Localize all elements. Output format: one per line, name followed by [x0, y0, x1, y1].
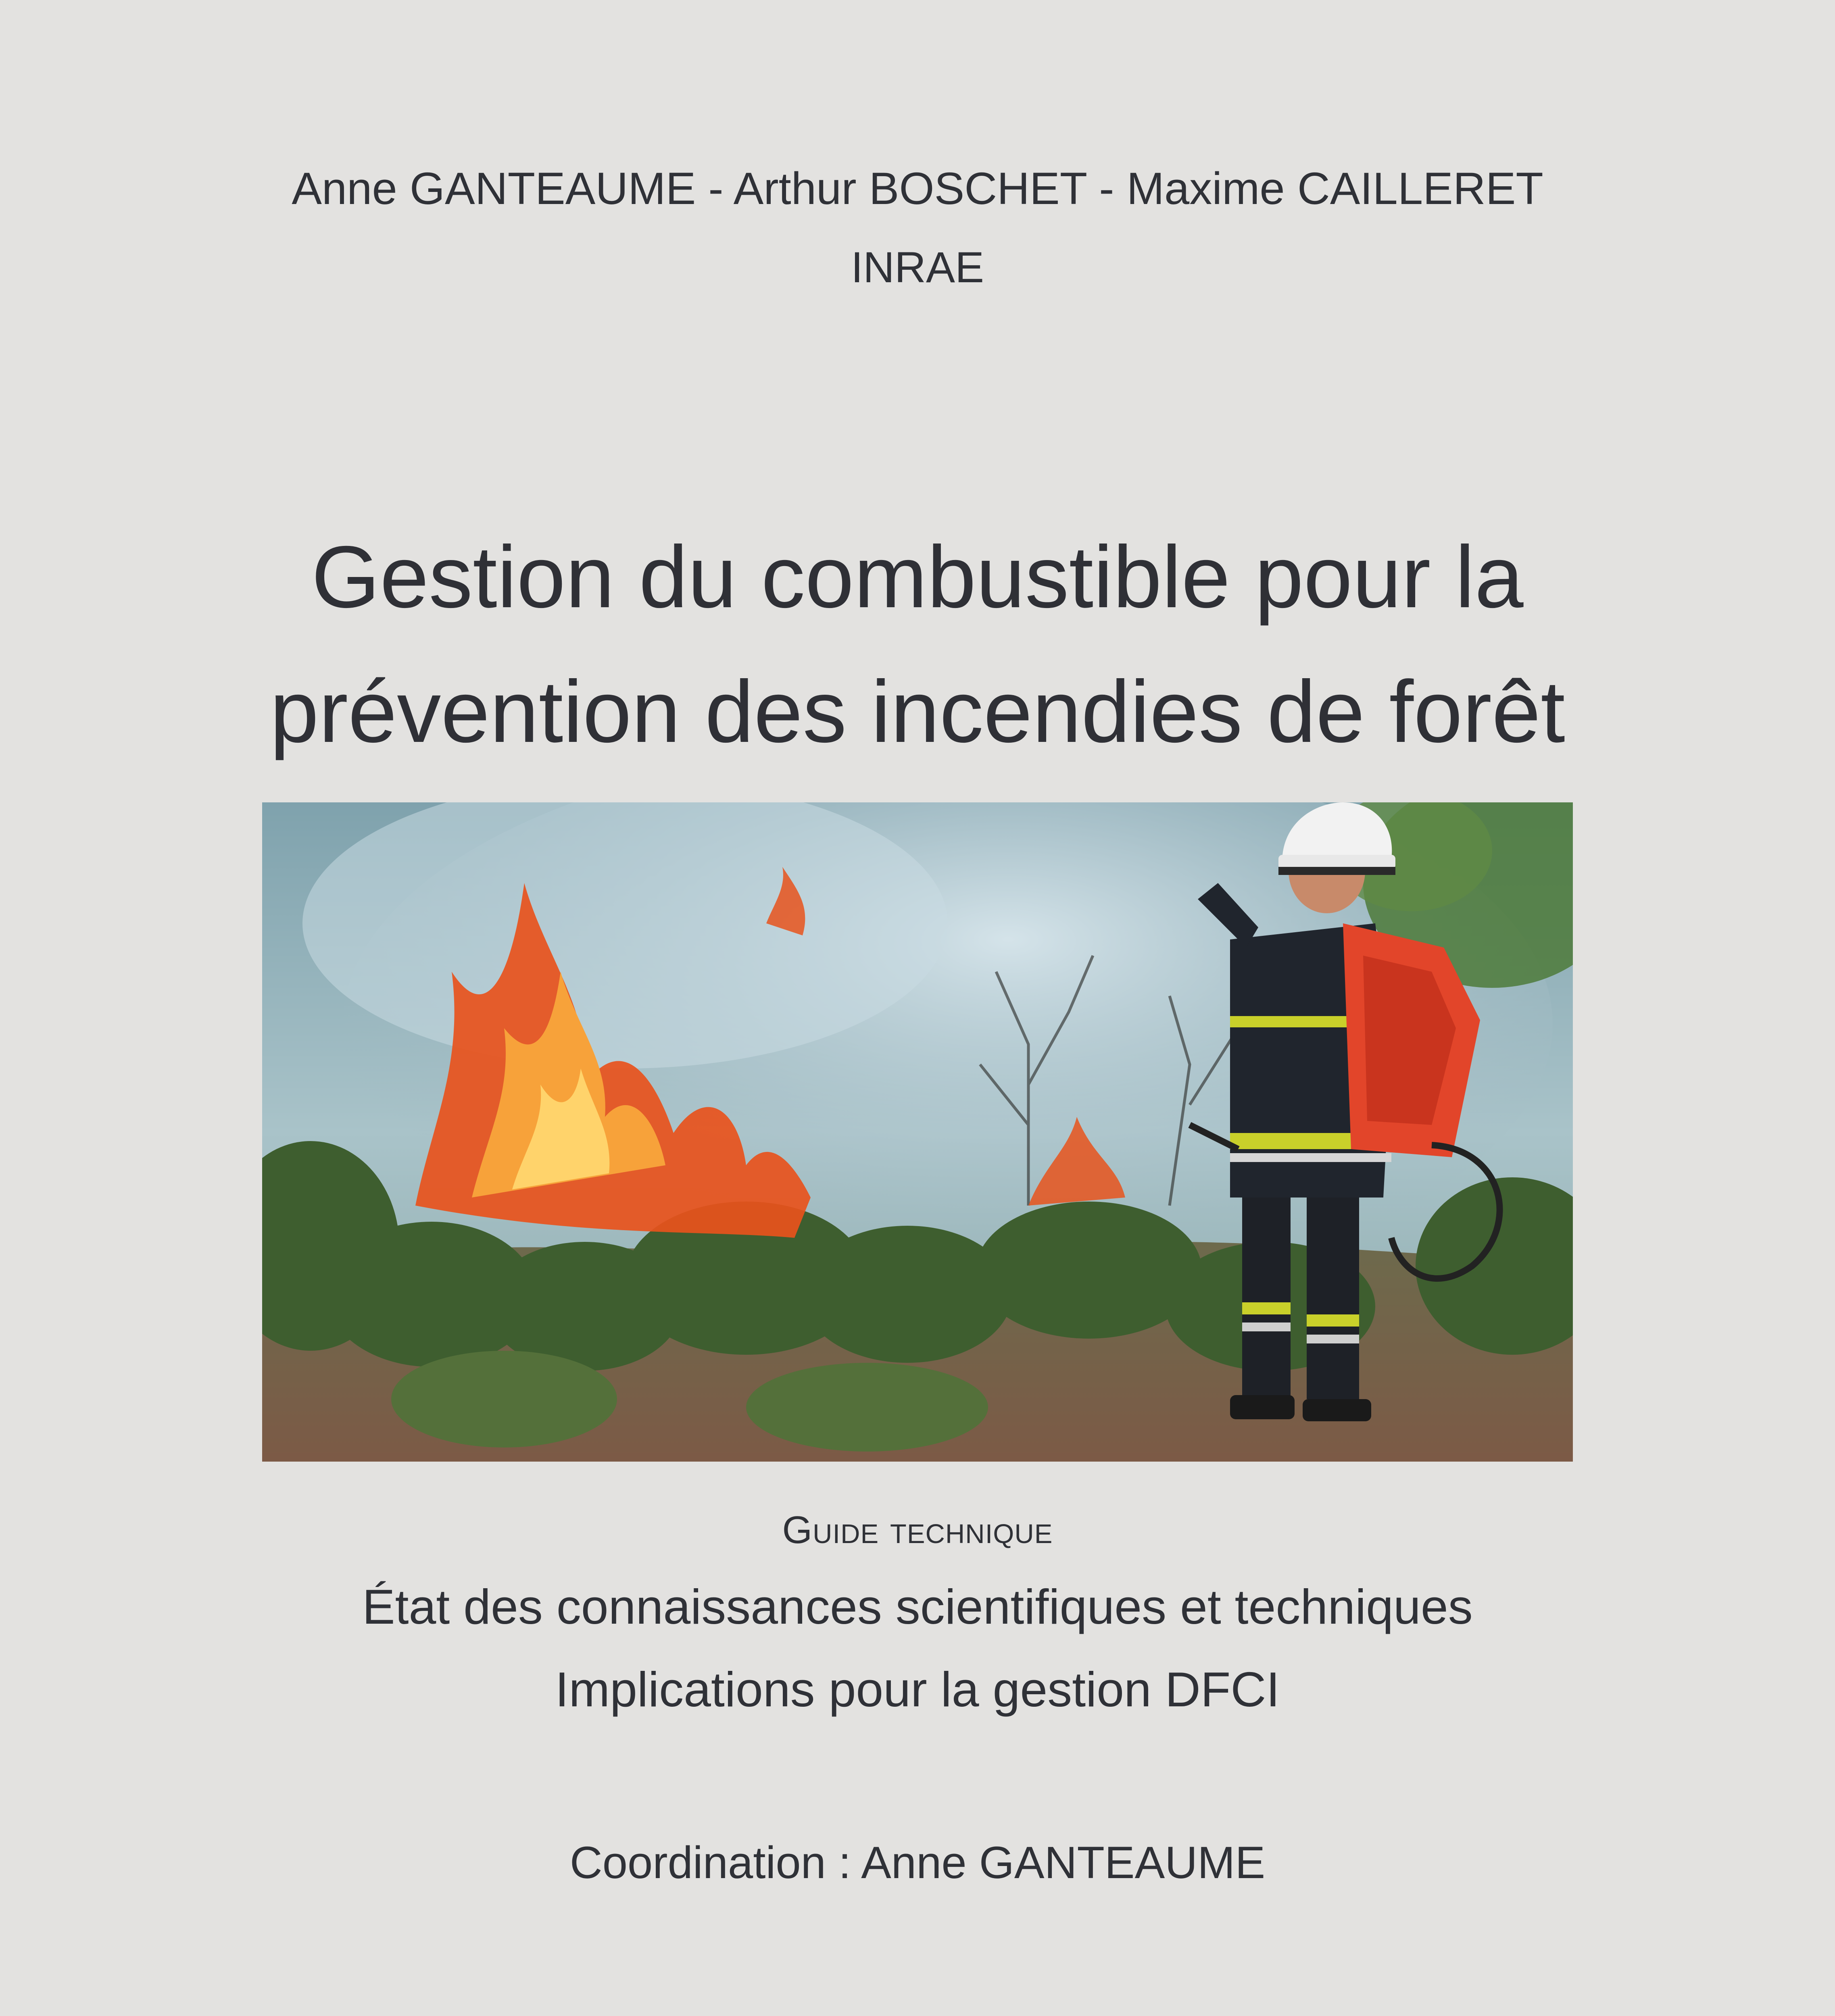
- coordination: Coordination : Anne GANTEAUME: [569, 1837, 1266, 1888]
- title-line-2: prévention des incendies de forêt: [270, 662, 1565, 761]
- guide-label: Guide technique: [782, 1508, 1053, 1552]
- document-title: [0, 510, 1835, 779]
- subtitle-line-2: Implications pour la gestion DFCI: [555, 1662, 1280, 1717]
- authors: Anne GANTEAUME - Arthur BOSCHET - Maxime CAILLERET: [292, 163, 1543, 214]
- firefighter-forest-fire-photo: [262, 802, 1573, 1462]
- subtitle-line-1: État des connaissances scientifiques et techniques: [362, 1579, 1473, 1634]
- cover-photo: [262, 802, 1573, 1462]
- title-line-1: Gestion du combustible pour la: [311, 528, 1524, 626]
- affiliation: INRAE: [851, 243, 984, 292]
